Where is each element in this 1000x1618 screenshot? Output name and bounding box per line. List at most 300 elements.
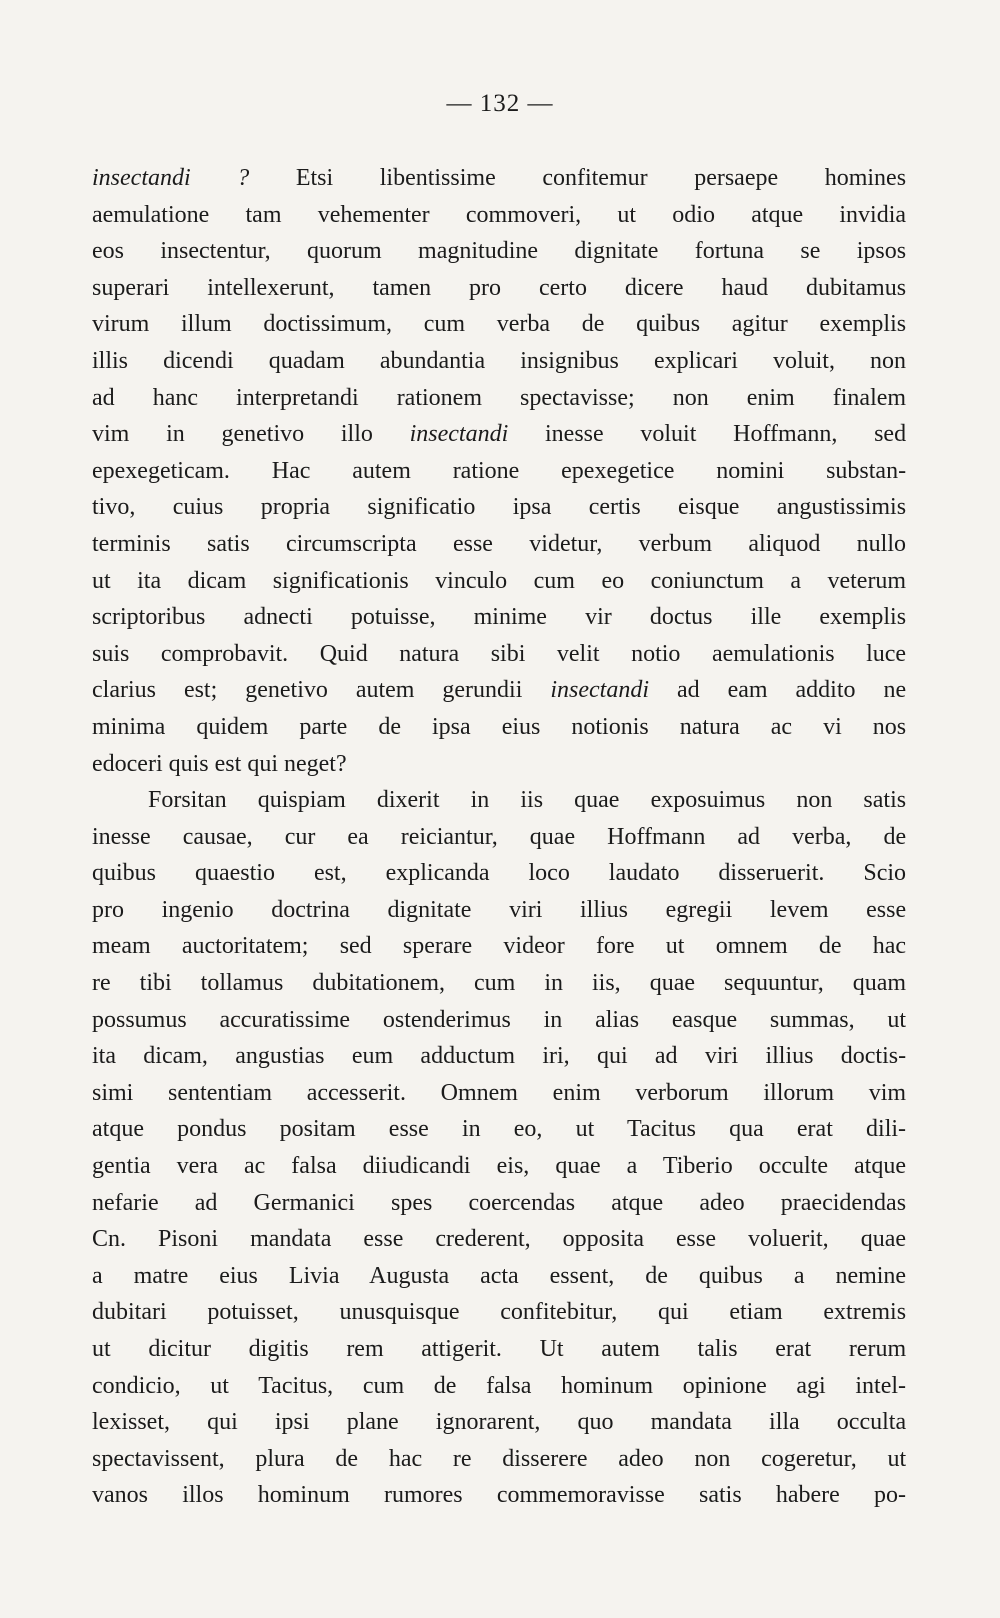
- word: voluit,: [772, 347, 835, 374]
- word: simi: [92, 1079, 134, 1106]
- word: de: [818, 933, 842, 960]
- word: essent,: [549, 1262, 615, 1289]
- word: crederent,: [435, 1226, 531, 1253]
- word: in: [543, 1006, 563, 1033]
- word: terminis: [92, 530, 171, 557]
- word: esse: [452, 530, 493, 557]
- word: plane: [346, 1409, 399, 1436]
- word: falsa: [486, 1372, 532, 1399]
- word: confitebitur,: [500, 1299, 618, 1326]
- italic-word: insectandi: [550, 677, 649, 704]
- word: autem: [352, 457, 411, 484]
- word: iis,: [592, 970, 621, 997]
- word: sequuntur,: [724, 970, 824, 997]
- word: ad: [737, 823, 761, 850]
- word: edoceri: [92, 750, 163, 777]
- word: inesse: [92, 823, 151, 850]
- word: genetivo: [245, 677, 328, 704]
- text-line: [92, 526, 906, 563]
- word: hac: [872, 933, 906, 960]
- word: potuisset,: [207, 1299, 299, 1326]
- word: ut: [665, 933, 685, 960]
- word: attigerit.: [421, 1336, 502, 1362]
- word: quibus: [636, 311, 701, 338]
- word: de: [433, 1372, 457, 1399]
- word: de: [378, 713, 401, 740]
- word: aliquod: [748, 530, 821, 557]
- word: dicam: [187, 567, 247, 594]
- word: Tacitus: [626, 1116, 696, 1143]
- word: matre: [133, 1262, 189, 1289]
- word: vanos: [92, 1482, 148, 1509]
- word: se: [800, 238, 821, 265]
- word: dignitate: [387, 896, 472, 923]
- word: pondus: [177, 1116, 247, 1143]
- word: qui: [596, 1043, 628, 1070]
- word: eos: [92, 238, 124, 265]
- word: disseruerit.: [718, 860, 825, 887]
- word: significationis: [272, 567, 409, 594]
- word: rumores: [383, 1482, 463, 1509]
- word: nefarie: [92, 1189, 159, 1216]
- word: autem: [601, 1336, 660, 1362]
- word: natura: [399, 640, 460, 667]
- word: extremis: [823, 1299, 906, 1326]
- word: diiudicandi: [362, 1153, 471, 1180]
- word: tamen: [372, 274, 432, 301]
- word: ipsi: [274, 1409, 310, 1436]
- word: angustissimis: [776, 494, 906, 521]
- word: de: [645, 1262, 668, 1289]
- word: sed: [339, 933, 372, 960]
- word: condicio,: [92, 1372, 181, 1399]
- word: Cn.: [92, 1226, 127, 1253]
- word: dicere: [624, 274, 684, 301]
- word: notionis: [571, 713, 649, 740]
- text-line: [92, 782, 906, 819]
- word: a: [92, 1262, 103, 1289]
- word: minima: [92, 713, 166, 740]
- word: qui: [657, 1299, 689, 1326]
- italic-word: insectandi: [92, 165, 191, 191]
- word: epexegeticam.: [92, 457, 230, 484]
- word: tollamus: [200, 970, 284, 997]
- text-line: [92, 380, 906, 417]
- word: Etsi: [295, 165, 334, 191]
- word: mandata: [650, 1409, 732, 1436]
- word: ad: [654, 1043, 678, 1070]
- word: quaestio: [194, 860, 275, 887]
- word: Germanici: [253, 1189, 355, 1216]
- word: cogeretur,: [761, 1445, 857, 1472]
- word: persaepe: [694, 165, 779, 191]
- word: confitemur: [542, 165, 648, 191]
- word: virum: [92, 311, 150, 338]
- word: substan-: [826, 457, 906, 484]
- word: po-: [874, 1482, 906, 1509]
- word: adeo: [699, 1189, 745, 1216]
- word: spes: [390, 1189, 433, 1216]
- word: in: [470, 787, 490, 814]
- word: circumscripta: [286, 530, 417, 557]
- word: est,: [313, 860, 347, 887]
- word: occulta: [836, 1409, 906, 1436]
- word: suis: [92, 640, 130, 667]
- word: quo: [577, 1409, 614, 1436]
- word: ac: [243, 1153, 266, 1180]
- word: illa: [769, 1409, 800, 1436]
- word: cuius: [172, 494, 224, 521]
- text-line: [92, 270, 906, 307]
- word: eius: [219, 1262, 258, 1289]
- word: est: [214, 750, 242, 777]
- word: doctissimum,: [263, 311, 393, 338]
- text-line: [92, 672, 906, 709]
- word: non: [796, 787, 833, 814]
- word: vera: [176, 1153, 218, 1180]
- word: ita: [137, 567, 162, 594]
- text-line: [92, 1477, 906, 1514]
- word: Livia: [288, 1262, 340, 1289]
- word: meam: [92, 933, 151, 960]
- word: mandata: [250, 1226, 332, 1253]
- word: de: [335, 1445, 359, 1472]
- word: Tiberio: [662, 1153, 733, 1180]
- word: sperare: [402, 933, 473, 960]
- word: sententiam: [168, 1079, 272, 1106]
- word: acta: [480, 1262, 519, 1289]
- word: invidia: [839, 201, 906, 228]
- word: ita: [92, 1043, 116, 1070]
- word: hominum: [257, 1482, 350, 1509]
- word: esse: [866, 896, 906, 923]
- word: quam: [852, 970, 906, 997]
- word: summas,: [769, 1006, 855, 1033]
- word: eisque: [678, 494, 740, 521]
- word: ut: [887, 1006, 906, 1033]
- word: angustias: [235, 1043, 325, 1070]
- word: illius: [765, 1043, 814, 1070]
- word: pro: [92, 896, 124, 923]
- word: intellexerunt,: [207, 274, 335, 301]
- word: videtur,: [529, 530, 603, 557]
- text-line: [92, 819, 906, 856]
- word: quorum: [307, 238, 382, 265]
- text-line: [92, 1294, 906, 1331]
- word: enim: [552, 1079, 601, 1106]
- text-line: [92, 892, 906, 929]
- word: addito: [795, 677, 856, 704]
- word: erat: [796, 1116, 833, 1143]
- word: commoveri,: [465, 201, 582, 228]
- word: intel-: [855, 1372, 906, 1399]
- word: vir: [585, 604, 612, 631]
- word: fore: [595, 933, 635, 960]
- word: ut: [210, 1372, 229, 1399]
- word: iis: [520, 787, 544, 814]
- text-line: [92, 1002, 906, 1039]
- text-line: [92, 489, 906, 526]
- word: Augusta: [369, 1262, 450, 1289]
- word: natura: [679, 713, 740, 740]
- word: satis: [698, 1482, 742, 1509]
- word: in: [166, 421, 185, 448]
- word: accuratissime: [219, 1006, 351, 1033]
- word: rationem: [396, 384, 482, 411]
- word: quidem: [196, 713, 269, 740]
- word: eius: [501, 713, 541, 740]
- word: videor: [503, 933, 565, 960]
- text-line: [92, 1185, 906, 1222]
- word: ratione: [452, 457, 520, 484]
- word: erat: [775, 1336, 812, 1362]
- word: libentissime: [379, 165, 496, 191]
- word: iri,: [542, 1043, 570, 1070]
- word: ille: [750, 604, 782, 631]
- body-text: [92, 160, 906, 1514]
- text-line: [92, 306, 906, 343]
- word: commemoravisse: [496, 1482, 665, 1509]
- text-line: [92, 197, 906, 234]
- word: gentia: [92, 1153, 151, 1180]
- text-line: [92, 1148, 906, 1185]
- word: ea: [347, 823, 369, 850]
- word: genetivo: [221, 421, 305, 448]
- word: in: [544, 970, 563, 997]
- word: ostenderimus: [382, 1006, 511, 1033]
- word: odio: [672, 201, 715, 228]
- word: a: [626, 1153, 638, 1180]
- word: quadam: [268, 347, 345, 374]
- word: exemplis: [819, 604, 906, 631]
- word: de: [883, 823, 906, 850]
- text-line: [92, 1441, 906, 1478]
- word: comprobavit.: [160, 640, 289, 667]
- word: possumus: [92, 1006, 187, 1033]
- word: spectavissent,: [92, 1445, 225, 1472]
- word: atque: [611, 1189, 664, 1216]
- word: magnitudine: [418, 238, 539, 265]
- word: vinculo: [435, 567, 508, 594]
- text-line: [92, 416, 906, 453]
- word: accesserit.: [306, 1079, 406, 1106]
- word: viri: [509, 896, 543, 923]
- word: verba,: [792, 823, 852, 850]
- word: autem: [355, 677, 415, 704]
- word: aemulationis: [711, 640, 835, 667]
- word: loco: [528, 860, 570, 887]
- word: illorum: [763, 1079, 835, 1106]
- text-line: [92, 1368, 906, 1405]
- text-line: [92, 343, 906, 380]
- word: vi: [823, 713, 842, 740]
- word: esse: [388, 1116, 429, 1143]
- word: digitis: [248, 1336, 309, 1362]
- word: viri: [704, 1043, 739, 1070]
- word: agitur: [731, 311, 788, 338]
- word: esse: [676, 1226, 716, 1253]
- word: eo,: [513, 1116, 543, 1143]
- word: quibus: [698, 1262, 763, 1289]
- word: epexegetice: [561, 457, 675, 484]
- word: egregii: [665, 896, 733, 923]
- word: explicanda: [385, 860, 490, 887]
- word: atque: [751, 201, 804, 228]
- text-line: [92, 709, 906, 746]
- word: habere: [775, 1482, 840, 1509]
- word: exemplis: [819, 311, 906, 338]
- word: agi: [796, 1372, 826, 1399]
- word: illum: [181, 311, 232, 338]
- word: laudato: [608, 860, 680, 887]
- word: quae: [649, 970, 695, 997]
- word: ut: [92, 567, 111, 594]
- word: scriptoribus: [92, 604, 206, 631]
- word: ut: [887, 1445, 906, 1472]
- text-line: [92, 160, 906, 197]
- word: non: [870, 347, 906, 374]
- word: auctoritatem;: [181, 933, 309, 960]
- word: verba: [496, 311, 551, 338]
- word: sibi: [490, 640, 526, 667]
- word: alias: [595, 1006, 640, 1033]
- word: cum: [423, 311, 466, 338]
- word: Hoffmann,: [733, 421, 838, 448]
- word: reiciantur,: [400, 823, 498, 850]
- text-line: [92, 233, 906, 270]
- word: nos: [872, 713, 906, 740]
- word: causae,: [182, 823, 253, 850]
- word: ad: [676, 677, 700, 704]
- word: re: [92, 970, 111, 997]
- word: unusquisque: [339, 1299, 460, 1326]
- text-line: [92, 1111, 906, 1148]
- text-line: [92, 1075, 906, 1112]
- word: cum: [474, 970, 516, 997]
- word: fortuna: [694, 238, 765, 265]
- text-line: [92, 599, 906, 636]
- word: re: [452, 1445, 472, 1472]
- word: superari: [92, 274, 170, 301]
- word: Hoffmann: [607, 823, 706, 850]
- word: nemine: [835, 1262, 906, 1289]
- text-line: [92, 1221, 906, 1258]
- word: ipsos: [856, 238, 906, 265]
- word: Hac: [271, 457, 311, 484]
- word: haud: [721, 274, 769, 301]
- word: tivo,: [92, 494, 136, 521]
- word: verborum: [635, 1079, 729, 1106]
- word: ignorarent,: [435, 1409, 541, 1436]
- word: coniunctum: [650, 567, 764, 594]
- word: opposita: [562, 1226, 644, 1253]
- word: vehementer: [317, 201, 430, 228]
- word: minime: [473, 604, 547, 631]
- word: easque: [671, 1006, 738, 1033]
- word: eo: [601, 567, 625, 594]
- text-line: [92, 1258, 906, 1295]
- text-line: [92, 965, 906, 1002]
- word: tibi: [139, 970, 172, 997]
- word: rerum: [848, 1336, 906, 1362]
- word: velit: [556, 640, 600, 667]
- word: voluit: [640, 421, 697, 448]
- word: opinione: [682, 1372, 767, 1399]
- word: a: [790, 567, 801, 594]
- word: interpretandi: [236, 384, 359, 411]
- word: dixerit: [376, 787, 440, 814]
- word: positam: [279, 1116, 356, 1143]
- word: a: [793, 1262, 805, 1289]
- word: clarius: [92, 677, 156, 704]
- word: exposuimus: [650, 787, 766, 814]
- word: certo: [538, 274, 587, 301]
- italic-word: ?: [237, 165, 250, 191]
- word: in: [461, 1116, 481, 1143]
- page-number: — 132 —: [446, 90, 554, 117]
- word: nomini: [716, 457, 785, 484]
- word: cum: [533, 567, 575, 594]
- word: non: [694, 1445, 731, 1472]
- word: ac: [770, 713, 793, 740]
- word: gerundii: [442, 677, 523, 704]
- word: significatio: [367, 494, 476, 521]
- word: dili-: [866, 1116, 906, 1143]
- word: plura: [255, 1445, 305, 1472]
- word: qua: [729, 1116, 764, 1143]
- word: ipsa: [432, 713, 471, 740]
- word: propria: [260, 494, 331, 521]
- word: luce: [866, 640, 906, 667]
- word: vim: [868, 1079, 906, 1106]
- word: falsa: [291, 1153, 337, 1180]
- word: verbum: [638, 530, 712, 557]
- word: sed: [874, 421, 906, 448]
- word: quae: [555, 1153, 601, 1180]
- word: spectavisse;: [520, 384, 635, 411]
- text-line: [92, 746, 906, 783]
- text-line: [92, 636, 906, 673]
- word: qui: [247, 750, 278, 777]
- word: doctrina: [271, 896, 350, 923]
- word: vim: [92, 421, 130, 448]
- word: esse: [363, 1226, 404, 1253]
- word: aemulatione: [92, 201, 210, 228]
- word: de: [581, 311, 605, 338]
- word: Tacitus,: [258, 1372, 334, 1399]
- word: Omnem: [440, 1079, 518, 1106]
- word: eis,: [496, 1153, 530, 1180]
- word: Forsitan: [148, 787, 227, 814]
- word: dignitate: [574, 238, 659, 265]
- word: enim: [746, 384, 795, 411]
- text-line: [92, 928, 906, 965]
- word: notio: [631, 640, 681, 667]
- word: atque: [854, 1153, 906, 1180]
- word: quispiam: [257, 787, 346, 814]
- word: neget?: [283, 750, 347, 777]
- word: praecidendas: [780, 1189, 906, 1216]
- word: insignibus: [520, 347, 619, 374]
- word: dubitari: [92, 1299, 167, 1326]
- word: homines: [824, 165, 906, 191]
- word: eum: [351, 1043, 394, 1070]
- word: est;: [183, 677, 218, 704]
- word: lexisset,: [92, 1409, 170, 1436]
- word: dubitamus: [806, 274, 906, 301]
- word: ne: [883, 677, 906, 704]
- word: qui: [207, 1409, 238, 1436]
